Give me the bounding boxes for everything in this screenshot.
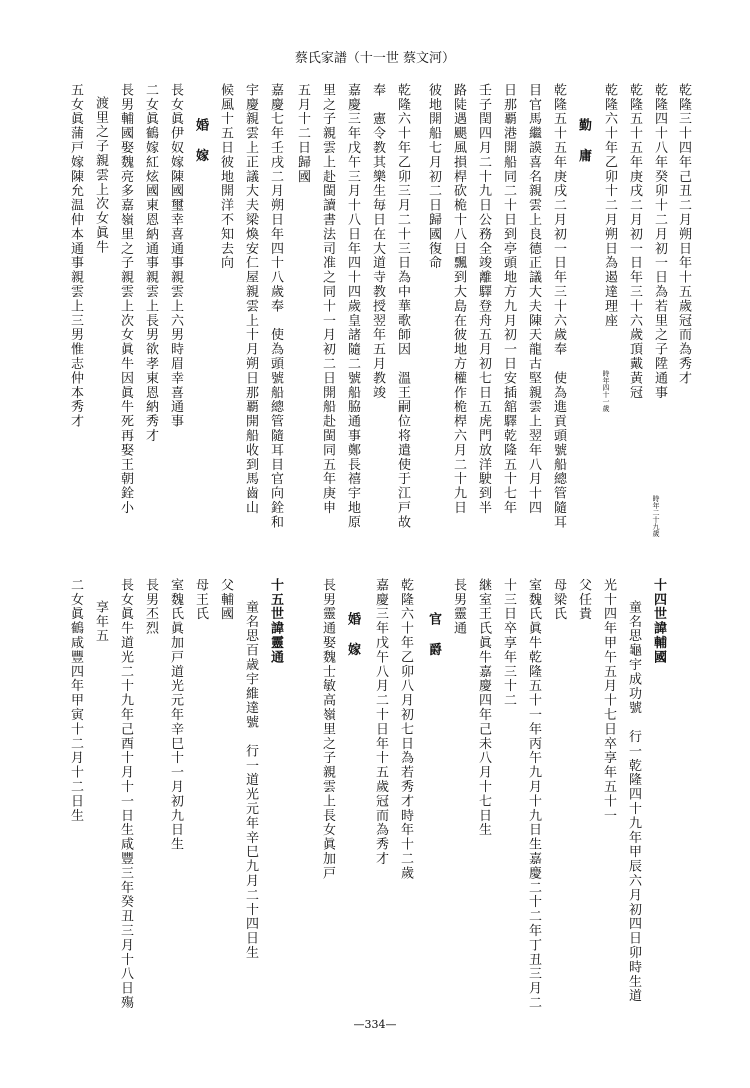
text-column: 母王氏: [193, 578, 208, 622]
text-column: 渡里之子親雲上次女眞牛: [93, 96, 108, 255]
text-column: 宇慶親雲上正議大夫梁煥安仁屋親雲上十月朔日那覇開船收到馬齒山: [243, 83, 258, 515]
text-column: 乾隆四十八年癸卯十二月初一日為若里之子陞通事: [652, 83, 667, 400]
text-column: 里之子親雲上赴閩讀書法司准之同十一月初二日開船赴閩同五年庚申: [320, 83, 335, 515]
text-column: 候風十五日彼地開洋不知去向: [218, 83, 233, 271]
annotation-note: 時年二十九歲: [652, 495, 660, 537]
text-column: 乾隆五十五年庚戌二月初一日年三十六歲頂戴黃冠: [627, 83, 642, 400]
text-column: 二女眞鶴咸豐四年甲寅十二月十二日生: [68, 578, 83, 823]
page-number: —334—: [353, 1018, 397, 1031]
text-column: 乾隆三十四年己丑二月朔日年十五歲冠而為秀才: [676, 83, 691, 386]
text-column: 五月十二日歸國: [295, 83, 310, 184]
text-column: 童名思百歳宇維達號 行一道光元年辛巳九月二十四日生: [243, 600, 258, 960]
text-column: 長女眞伊奴嫁陳國璽幸喜通事親雲上六男時眉幸喜通事: [168, 83, 183, 429]
text-column: 父任貴: [576, 578, 591, 622]
text-column: 父輔國: [218, 578, 233, 622]
text-column: 五女眞蒲戸嫁陳允温仲本通事親雲上三男惟志仲本秀才: [68, 83, 83, 429]
text-column: 継室王氏眞牛嘉慶四年己未八月十七日生: [476, 578, 491, 838]
text-column: 長女眞牛道光二十九年己酉十月十一日生咸豐三年癸丑三月十八日殤: [118, 578, 133, 1010]
text-column: 嘉慶三年戊午八月二十日年十五歲冠而為秀才: [373, 578, 388, 866]
text-column: 童名思龜宇成功號 行一乾隆四十九年甲辰六月初四日卯時生道: [626, 600, 641, 1004]
page-header: 蔡氏家譜（十一世 蔡文河）: [294, 51, 456, 66]
text-column: 奉 憲令教其樂生毎日在大道寺教授翌年五月教竣: [370, 83, 385, 400]
section-heading-marriage: 婚 嫁: [345, 612, 360, 658]
text-column: 乾隆五十五年庚戌二月初一日年三十六歲奉 使為進貢頭號船總管隨耳: [551, 83, 566, 530]
text-column: 目官馬繼謨喜名親雲上良德正議大夫陳天龍古堅親雲上翌年八月十四: [526, 83, 541, 515]
text-column: 長男靈通娶魏士敏高嶺里之子親雲上長女眞加戸: [320, 578, 335, 881]
text-column: 壬子閏四月二十九日公務全竣離驛登舟五月初七日五虎門放洋駛到半: [476, 83, 491, 515]
generation-heading: 十四世諱輔國: [651, 578, 666, 665]
text-column: 室魏氏眞牛乾隆五十一年丙午九月十九日生嘉慶二十二年丁丑三月二: [526, 578, 541, 1010]
annotation-note: 時年四十一歲: [602, 370, 610, 412]
text-column: 乾隆六十年乙卯十二月朔日為遏達理座: [602, 83, 617, 328]
text-column: 長男輔國娶魏亮多嘉嶺里之子親雲上次女眞牛因眞牛死再娶王朝銓小: [118, 83, 133, 515]
text-column: 二女眞鶴嫁紅炫國東恩納通事親雲上長男欲孝東恩納秀才: [143, 83, 158, 443]
text-column: 母梁氏: [551, 578, 566, 622]
section-heading-rank: 官 爵: [426, 612, 441, 658]
text-column: 十三日卒享年三十二: [501, 578, 516, 708]
text-column: 嘉慶七年壬戌二月朔日年四十八歲奉 使為頭號船總管隨耳目官向銓和: [268, 83, 283, 530]
text-column: 室魏氏眞加戸道光元年辛巳十一月初九日生: [168, 578, 183, 852]
text-column: 彼地開船七月初二日歸國復命: [426, 83, 441, 271]
generation-heading: 十五世諱靈通: [268, 578, 283, 665]
text-column: 嘉慶三年戊午三月十八日年四十四歲皇諸隨二號船脇通事鄭長禧宇地原: [345, 83, 360, 530]
text-column: 享年五: [93, 600, 108, 644]
section-heading-marriage: 婚 嫁: [193, 118, 208, 164]
text-column: 長男靈通: [451, 578, 466, 636]
text-column: 路陡遇颶風損桿砍桅十八日飄到大島在彼地方權作桅桿六月二十九日: [451, 83, 466, 515]
text-column: 乾隆六十年乙卯八月初七日為若秀才時年十二歲: [398, 578, 413, 881]
section-heading-merit: 勤 庸: [576, 118, 591, 164]
text-column: 光十四年甲午五月十七日卒享年五十一: [601, 578, 616, 823]
text-column: 長男丕烈: [143, 578, 158, 636]
text-column: 乾隆六十年乙卯三月二十三日為中華歌師因 溫王嗣位将遣使于江戸故: [395, 83, 410, 530]
text-column: 日那覇港開船同二十日到亭頭地方九月初一日安插舘驛乾隆五十七年: [501, 83, 516, 515]
